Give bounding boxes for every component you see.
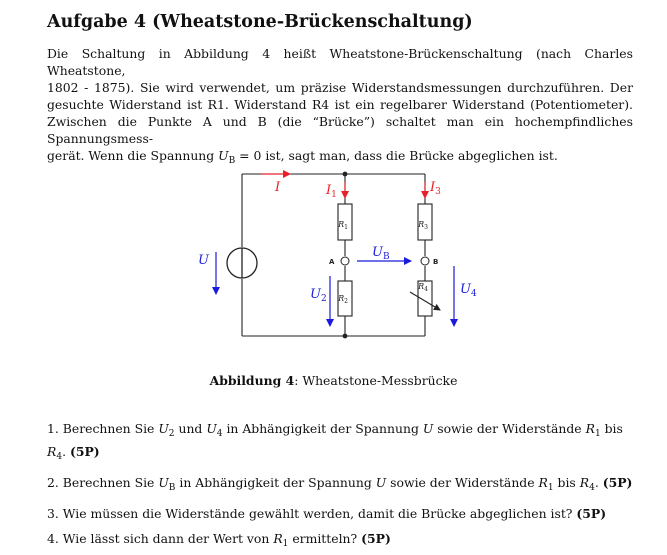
node-b-terminal — [421, 257, 429, 265]
figure-caption-text: : Wheatstone-Messbrücke — [294, 373, 458, 388]
r4-label: $R_4$ — [418, 282, 428, 293]
question-2-points: (5P) — [602, 475, 633, 490]
node-a-label: A — [329, 258, 335, 266]
intro-line-4: Zwischen die Punkte A und B (die “Brücke”) schaltet man ein hochempfindliches Spannungsmess- — [47, 114, 633, 146]
question-list — [47, 420, 633, 553]
intro-line-5-pre: gerät. Wenn die Spannung — [47, 148, 219, 163]
symbol-ub-sub: B — [228, 156, 236, 166]
label-u: U — [198, 253, 209, 268]
question-1-points: (5P) — [69, 444, 100, 459]
current-arrows — [262, 174, 425, 198]
question-2: 2. Berechnen Sie $U_B$ in Abhängigkeit der Spannung U sowie der Widerstände $R_1$ bis $R_4$. (5P) — [47, 475, 633, 493]
figure-caption-label: Abbildung 4 — [209, 373, 295, 388]
intro-line-1: Die Schaltung in Abbildung 4 heißt Wheatstone-Brückenschaltung (nach Charles Wheatstone, — [47, 46, 633, 78]
question-4-points: (5P) — [361, 531, 391, 546]
r3-label: $R_3$ — [418, 220, 428, 231]
label-ub: $U_B$ — [372, 245, 390, 262]
r2-label: $R_2$ — [338, 294, 348, 305]
question-3: 3. Wie müssen die Widerstände gewählt werden, damit die Brücke abgeglichen ist? (5P) — [47, 506, 607, 521]
symbol-ub-letter: U — [218, 148, 229, 163]
junction-bottom — [343, 334, 348, 339]
question-4: 4. Wie lässt sich dann der Wert von $R_1$ ermitteln? (5P) — [47, 531, 391, 549]
label-u2: $U_2$ — [310, 287, 327, 304]
task-title: Aufgabe 4 (Wheatstone-Brückenschaltung) — [47, 12, 473, 32]
node-a-terminal — [341, 257, 349, 265]
label-u4: $U_4$ — [460, 282, 477, 299]
intro-line-5-post: = 0 ist, sagt man, dass die Brücke abgeglichen ist. — [235, 148, 558, 163]
r1-label: $R_1$ — [338, 220, 348, 231]
intro-line-2: 1802 - 1875). Sie wird verwendet, um präzise Widerstandsmessungen durchzuführen. Der — [47, 80, 633, 95]
question-3-points: (5P) — [576, 506, 607, 521]
intro-line-3: gesuchte Widerstand ist R1. Widerstand R4 ist ein regelbarer Widerstand (Potentiometer). — [47, 97, 633, 112]
label-i: I — [275, 180, 281, 195]
label-i1: $I_1$ — [326, 183, 337, 200]
label-i3: $I_3$ — [430, 180, 441, 197]
junction-top — [343, 172, 348, 177]
node-b-label: B — [433, 258, 439, 266]
voltage-source — [227, 248, 257, 278]
question-1: 1. Berechnen Sie $U_2$ und $U_4$ in Abhängigkeit der Spannung U sowie der Widerstände $R_1$ bis $R_4$. (5P) — [47, 421, 623, 462]
figure-caption — [0, 373, 667, 388]
